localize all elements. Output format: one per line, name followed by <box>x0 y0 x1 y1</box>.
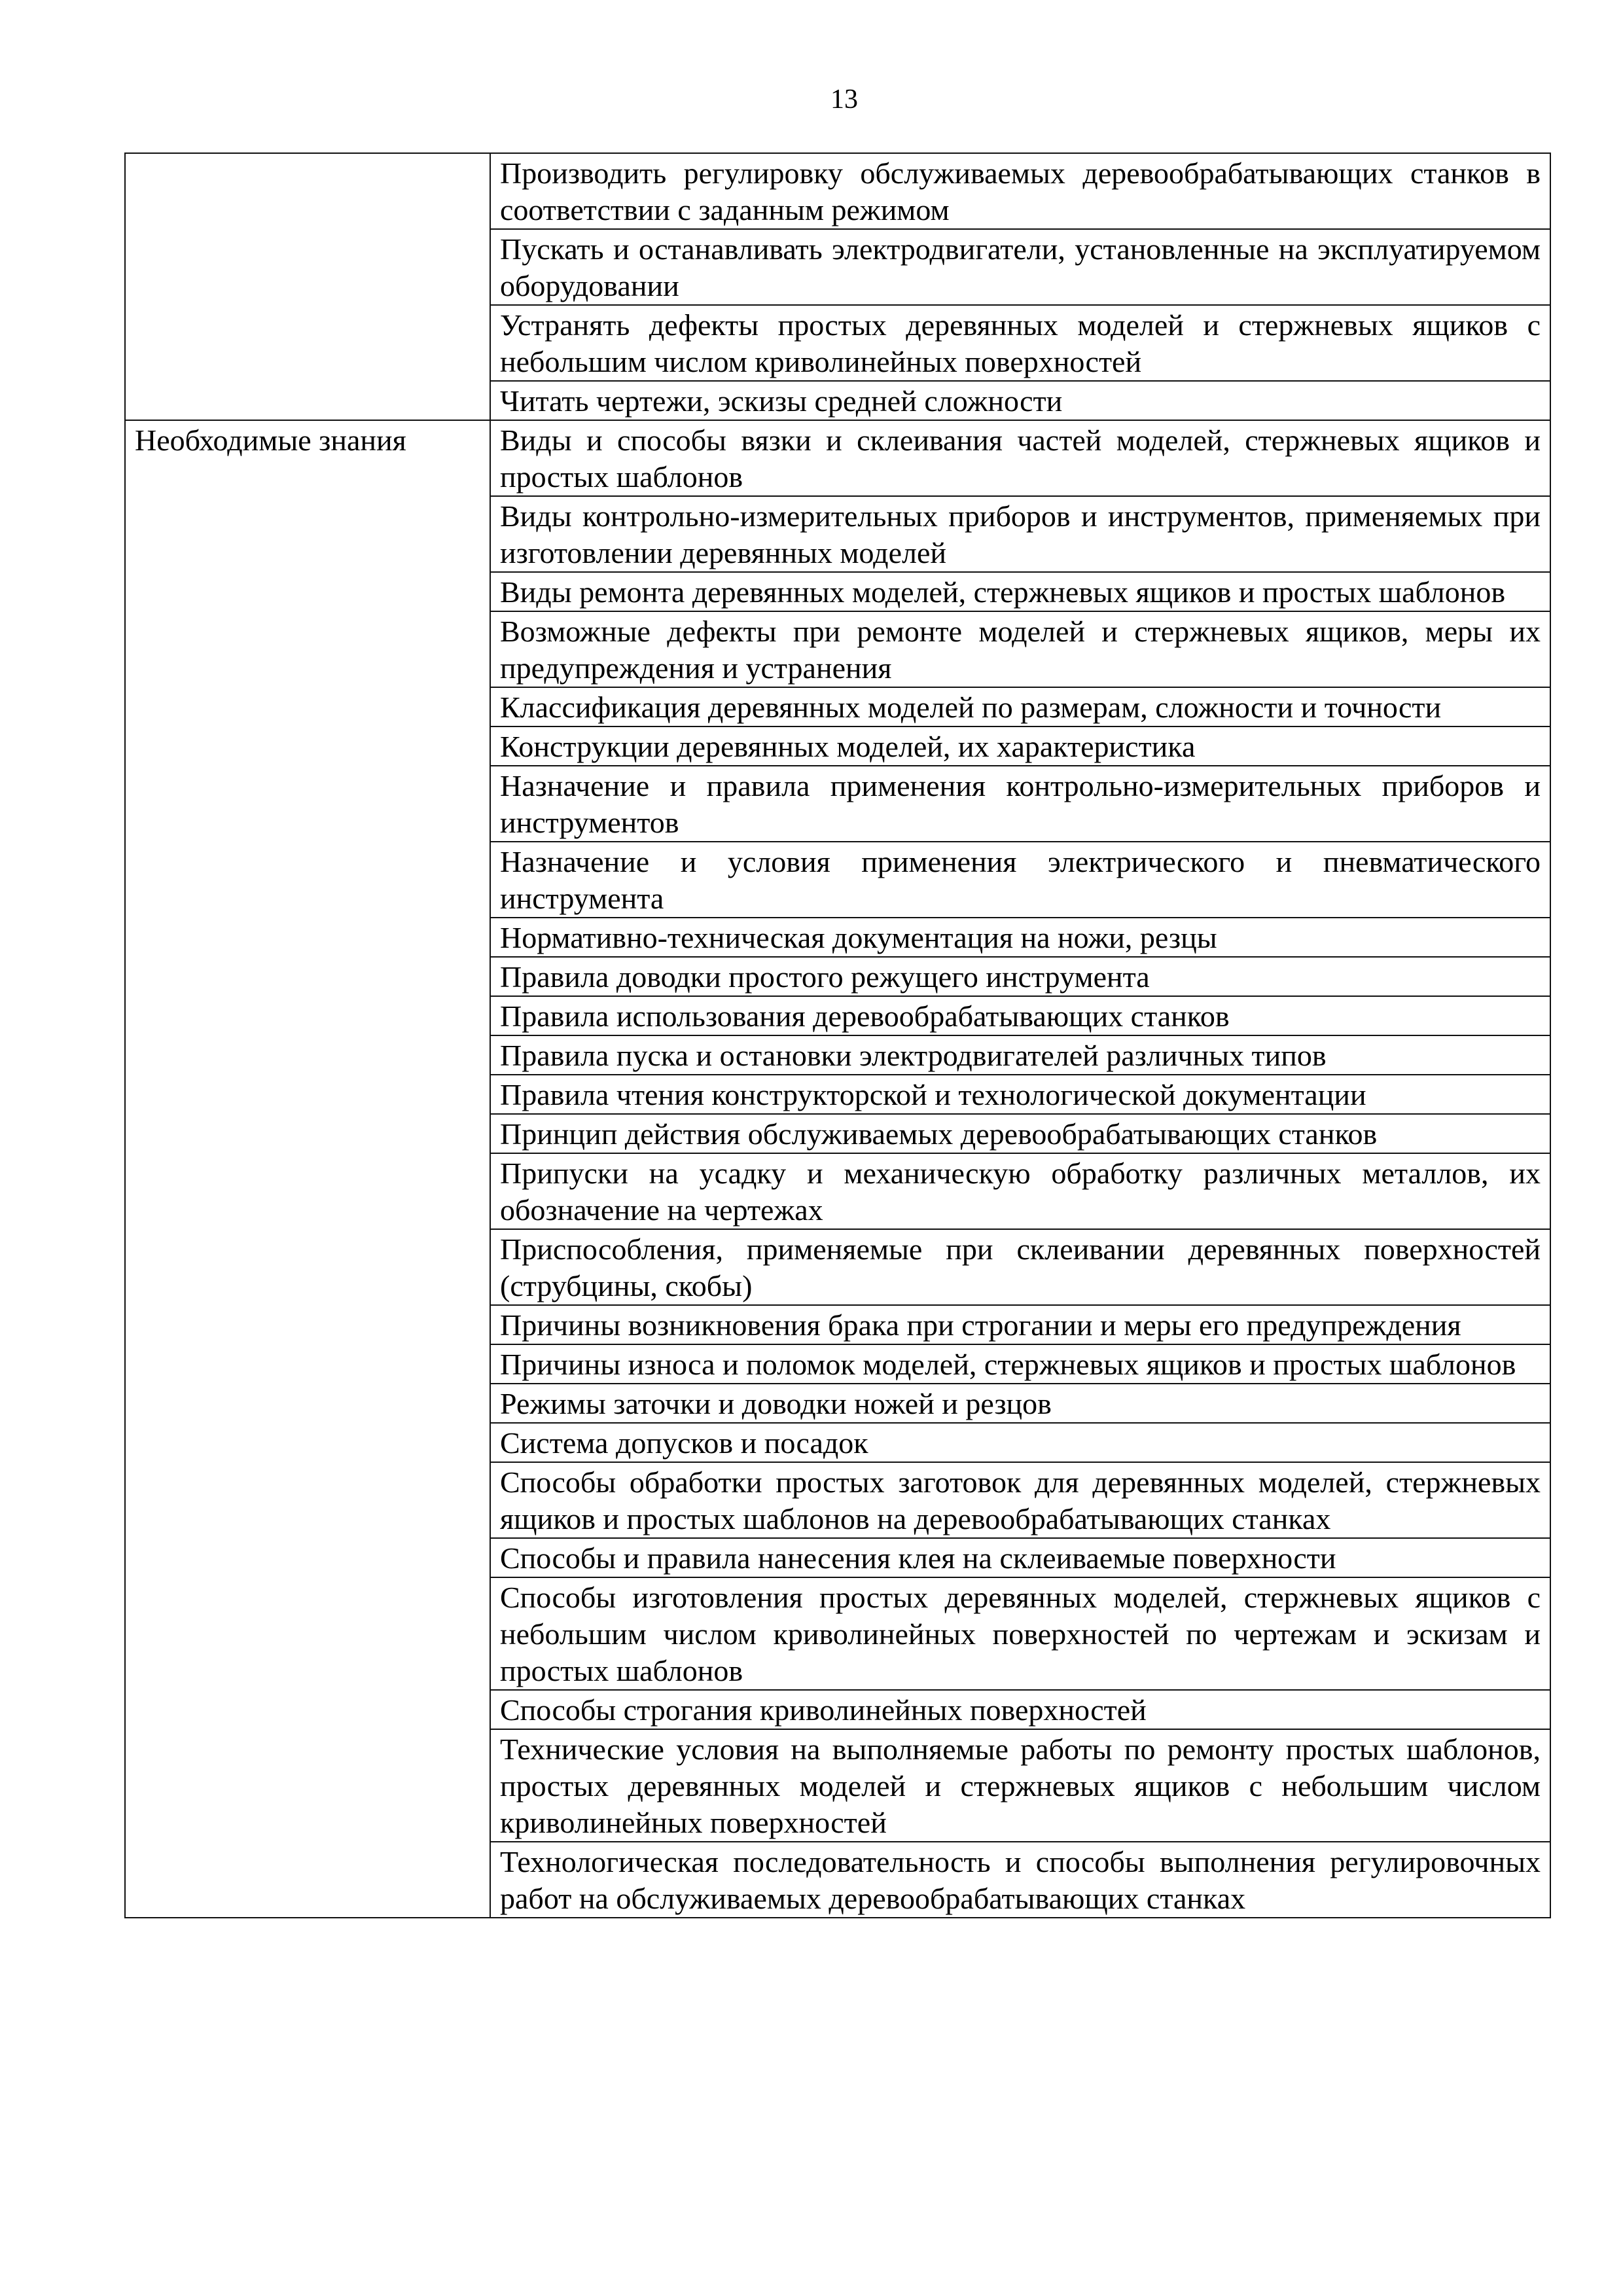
requirements-table <box>124 152 1551 1918</box>
table-cell: Причины возникновения брака при строгании и меры его предупреждения <box>490 1305 1550 1344</box>
table-cell: Способы строгания криволинейных поверхностей <box>490 1690 1550 1729</box>
table-cell: Технические условия на выполняемые работы по ремонту простых шаблонов, простых деревянных моделей и стержневых ящиков с небольшим числом криволинейных поверхностей <box>490 1729 1550 1842</box>
table-cell: Правила чтения конструкторской и технологической документации <box>490 1075 1550 1114</box>
table-cell: Виды и способы вязки и склеивания частей моделей, стержневых ящиков и простых шаблонов <box>490 420 1550 496</box>
table-cell: Принцип действия обслуживаемых деревообрабатывающих станков <box>490 1114 1550 1153</box>
table-cell: Пускать и останавливать электродвигатели, установленные на эксплуатируемом оборудовании <box>490 229 1550 305</box>
table-cell: Способы и правила нанесения клея на склеиваемые поверхности <box>490 1538 1550 1577</box>
table-cell: Конструкции деревянных моделей, их характеристика <box>490 726 1550 766</box>
table-cell: Способы обработки простых заготовок для деревянных моделей, стержневых ящиков и простых шаблонов на деревообрабатывающих станках <box>490 1462 1550 1538</box>
table-cell: Виды контрольно-измерительных приборов и инструментов, применяемых при изготовлении деревянных моделей <box>490 496 1550 572</box>
group-label-cell: Необходимые знания <box>125 420 490 1918</box>
table-cell: Назначение и условия применения электрического и пневматического инструмента <box>490 842 1550 918</box>
table-cell: Припуски на усадку и механическую обработку различных металлов, их обозначение на чертежах <box>490 1153 1550 1229</box>
table-cell: Правила использования деревообрабатывающих станков <box>490 996 1550 1035</box>
table-row <box>125 420 1550 496</box>
table-cell: Производить регулировку обслуживаемых деревообрабатывающих станков в соответствии с заданным режимом <box>490 153 1550 229</box>
table-cell: Назначение и правила применения контрольно-измерительных приборов и инструментов <box>490 766 1550 842</box>
table-cell: Режимы заточки и доводки ножей и резцов <box>490 1384 1550 1423</box>
table-cell: Технологическая последовательность и способы выполнения регулировочных работ на обслуживаемых деревообрабатывающих станках <box>490 1842 1550 1918</box>
table-cell: Нормативно-техническая документация на ножи, резцы <box>490 918 1550 957</box>
table-cell: Правила пуска и остановки электродвигателей различных типов <box>490 1035 1550 1075</box>
table-cell: Причины износа и поломок моделей, стержневых ящиков и простых шаблонов <box>490 1344 1550 1384</box>
table-cell: Возможные дефекты при ремонте моделей и стержневых ящиков, меры их предупреждения и устранения <box>490 611 1550 687</box>
table-cell: Приспособления, применяемые при склеивании деревянных поверхностей (струбцины, скобы) <box>490 1229 1550 1305</box>
table-cell: Устранять дефекты простых деревянных моделей и стержневых ящиков с небольшим числом криволинейных поверхностей <box>490 305 1550 381</box>
table-cell: Виды ремонта деревянных моделей, стержневых ящиков и простых шаблонов <box>490 572 1550 611</box>
table-cell: Читать чертежи, эскизы средней сложности <box>490 381 1550 420</box>
page-number: 13 <box>830 84 858 115</box>
table-row <box>125 153 1550 229</box>
table-cell: Способы изготовления простых деревянных моделей, стержневых ящиков с небольшим числом криволинейных поверхностей по чертежам и эскизам и простых шаблонов <box>490 1577 1550 1690</box>
group-label-cell <box>125 153 490 420</box>
table-cell: Система допусков и посадок <box>490 1423 1550 1462</box>
table-cell: Классификация деревянных моделей по размерам, сложности и точности <box>490 687 1550 726</box>
table-cell: Правила доводки простого режущего инструмента <box>490 957 1550 996</box>
